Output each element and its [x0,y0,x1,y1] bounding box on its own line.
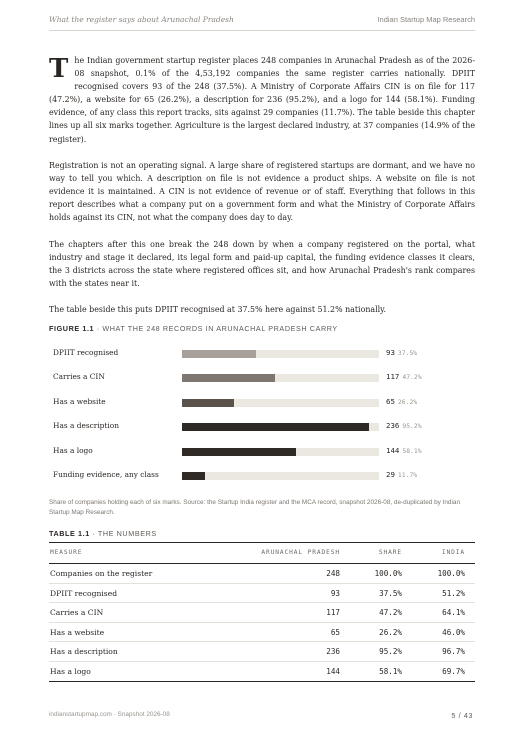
cell-share: 26.2% [379,627,402,637]
cell-share: 95.2% [379,647,402,657]
bar-label: Has a logo [53,445,93,455]
cell-count: 144 [326,666,340,676]
cell-measure: Companies on the register [50,569,153,578]
cell-share: 37.5% [379,588,402,598]
figure-caption: Share of companies holding each of six marks. Source: the Startup India register and the MCA record, snapshot 2026-08, de-duplicated by Indian Startup Map Research. [49,499,461,516]
cell-india: 100.0% [437,569,465,578]
bar-value-label [386,470,417,479]
bar-row [49,440,475,463]
table-row [49,623,475,643]
bar-chart [49,342,475,490]
figure-label: FIGURE 1.1 [49,324,95,333]
cell-share: 58.1% [379,666,402,676]
bar-value-label [386,397,417,406]
bar-track [182,423,379,431]
table-header-row [49,543,475,564]
bar-value-label [386,446,422,455]
table-row [49,564,475,584]
bar-row [49,366,475,389]
cell-share: 100.0% [374,569,402,578]
cell-india: 46.0% [442,627,465,637]
cell-india: 96.7% [442,647,465,657]
footer-source: indianstartupmap.com · Snapshot 2026-08 [49,711,170,718]
caveat-paragraph: Registration is not an operating signal. A large share of registered startups are dormant, and we have no way to tell you which. A description on file is not evidence a product ships. A website on file is not evidence it is maintained. A CIN is not evidence of revenue or of staff. Everything that follows in this report describes what a company put on a government form and what the Ministry of Corporate Affairs holds against its CIN, not what the company does day to day. [49,161,475,223]
cell-india: 64.1% [442,608,465,618]
table-row [49,642,475,662]
bar-percent: 37.5% [397,349,418,357]
table-row [49,584,475,604]
bar-value: 93 [386,348,395,357]
intro-paragraph-text: he Indian government startup register places 248 companies in Arunachal Pradesh as of the 2026-08 snapshot, 0.1% of the 4,53,192 companies the same register carries nationally. DPIIT recognised covers 93 of the 248 (37.5%). A Ministry of Corporate Affairs CIN is on file for 117 (47.2%), a website for 65 (26.2%), a description for 236 (95.2%), and a logo for 144 (58.1%). Funding evidence, of any class this report tracks, sits against 29 companies (11.7%). The table beside this chapter lines up all six marks together. Agriculture is the largest declared industry, at 37 companies (14.9% of the register). [49,56,475,144]
bar-value: 65 [386,396,395,406]
figure-heading: WHAT THE 248 RECORDS IN ARUNACHAL PRADESH CARRY [102,324,338,333]
cell-count: 93 [330,588,340,598]
bar-percent: 26.2% [397,397,418,406]
bar-value-label [386,421,422,430]
chapter-title: What the register says about Arunachal Pradesh [49,15,234,24]
column-header-state: ARUNACHAL PRADESH [261,549,340,556]
table-separator: · [89,529,98,538]
bar-value: 236 [386,421,400,431]
bar-value: 29 [386,470,395,479]
cell-share: 47.2% [379,608,402,618]
bar-track [182,374,379,382]
bar-row [49,391,475,414]
running-header [49,14,475,31]
numbers-table [49,542,475,682]
current-page: 5 [451,711,456,720]
table-title [49,529,157,538]
bar-value-label [386,372,422,381]
bar-row [49,415,475,438]
figure-title [49,324,338,333]
cell-measure: Has a description [50,647,118,657]
table-label: TABLE 1.1 [49,529,90,538]
page-number [451,711,473,720]
column-header-share: SHARE [378,549,402,556]
cell-measure: Has a logo [50,666,91,676]
bar-track [182,350,379,358]
cell-india: 51.2% [442,588,465,598]
bar-fill [182,350,256,358]
column-header-india: INDIA [441,549,465,556]
bar-fill [182,399,234,407]
bar-label: DPIIT recognised [53,348,119,357]
bar-row [49,342,475,365]
cell-count: 248 [326,569,340,578]
table-heading: THE NUMBERS [97,529,157,538]
bar-track [182,399,379,407]
bar-fill [182,472,205,480]
table-row [49,603,475,623]
bar-track [182,448,379,456]
bar-value: 144 [386,445,400,455]
cell-measure: Has a website [50,627,105,637]
column-header-measure: MEASURE [50,549,83,556]
bar-percent: 58.1% [402,446,422,455]
table-row [49,662,475,682]
bar-label: Has a website [53,396,106,406]
page-separator: / [456,711,464,720]
bar-fill [182,448,296,456]
cell-count: 117 [326,608,340,618]
intro-paragraph [49,54,475,146]
bar-track [182,472,379,480]
figure-separator: · [94,324,103,333]
bar-row [49,464,475,487]
comparison-paragraph: The table beside this puts DPIIT recognised at 37.5% here against 51.2% nationally. [49,305,387,314]
chapters-paragraph: The chapters after this one break the 248 down by when a company registered on the portal, what industry and stage it declared, its legal form and paid-up capital, the funding evidence classes it clears, the 3 districts across the state where registered offices sit, and how Arunachal Pradesh's rank compares with the states near it. [49,240,475,289]
cell-count: 65 [330,627,340,637]
cell-measure: Carries a CIN [50,608,104,618]
cell-count: 236 [326,647,340,657]
cell-measure: DPIIT recognised [50,588,118,598]
bar-fill [182,423,369,431]
bar-fill [182,374,275,382]
bar-percent: 47.2% [402,373,422,382]
publication-name: Indian Startup Map Research [377,15,475,24]
bar-value-label [386,348,417,357]
bar-value: 117 [386,372,400,382]
bar-percent: 95.2% [402,422,422,431]
cell-india: 69.7% [442,666,465,676]
bar-label: Carries a CIN [53,372,105,382]
drop-cap: T [49,54,69,84]
total-pages: 43 [463,711,473,720]
bar-label: Has a description [53,421,119,431]
bar-percent: 11.7% [397,471,418,479]
bar-label: Funding evidence, any class [53,470,159,479]
